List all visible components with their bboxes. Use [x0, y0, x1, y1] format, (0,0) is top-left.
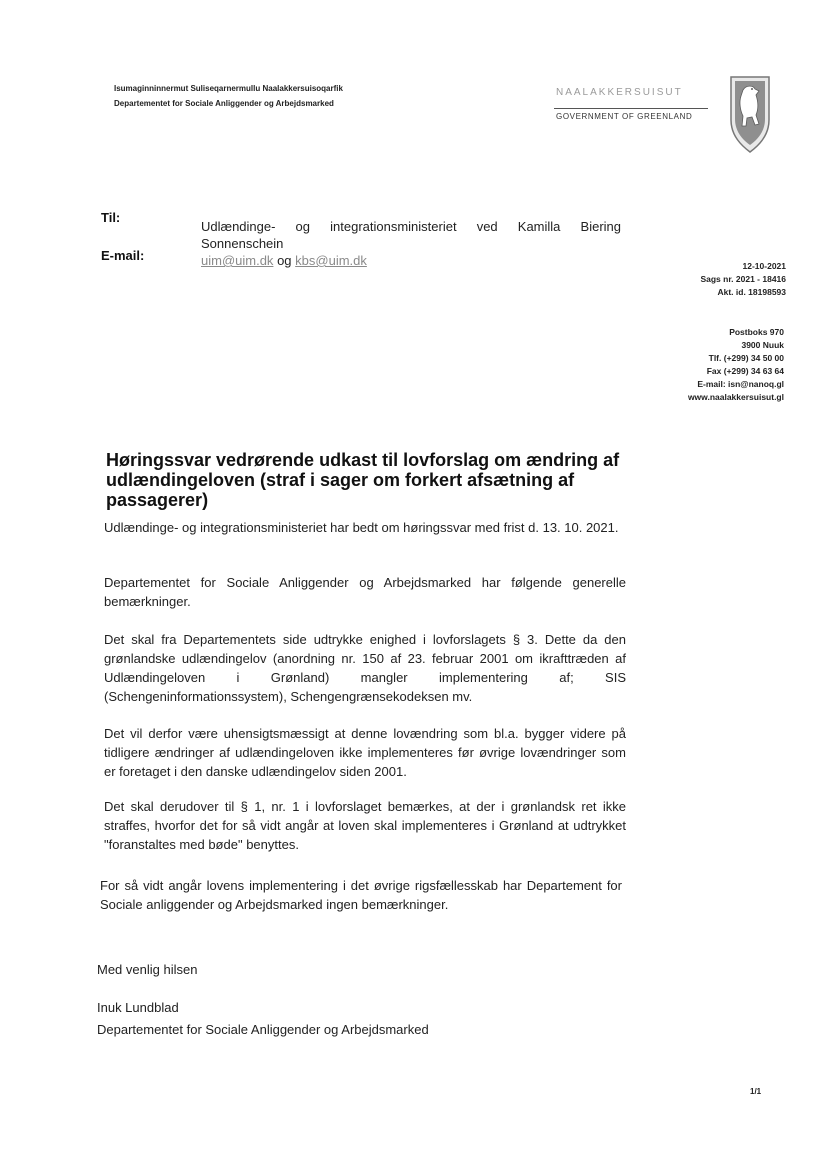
government-name-english: GOVERNMENT OF GREENLAND [556, 112, 693, 121]
letter-title: Høringssvar vedrørende udkast til lovforslag om ændring af udlændingeloven (straf i sager om forkert afsætning af passagerer) [106, 450, 620, 510]
page-number: 1/1 [750, 1087, 762, 1096]
email-link-kbs[interactable]: kbs@uim.dk [295, 253, 367, 268]
polar-bear-coat-of-arms-icon [728, 74, 772, 154]
case-number: Sags nr. 2021 - 18416 [700, 274, 786, 284]
dept-name-greenlandic: Isumaginninnermut Suliseqarnermullu Naalakkersuisoqarfik [114, 84, 343, 93]
email-values [201, 252, 367, 269]
contact-city: 3900 Nuuk [741, 340, 784, 350]
email-label: E-mail: [101, 248, 145, 263]
email-joiner: og [277, 253, 292, 268]
body-paragraph-4: Det vil derfor være uhensigtsmæssigt at denne lovændring som bl.a. bygger videre på tidligere ændringer af udlændingeloven ikke implementeres før øvrige lovændringer som er foretaget i den danske udlændingelov siden 2001. [104, 726, 626, 779]
to-value: Udlændinge- og integrationsministeriet ved Kamilla Biering Sonnenschein [201, 219, 621, 251]
contact-fax: Fax (+299) 34 63 64 [706, 366, 784, 376]
email-link-uim[interactable]: uim@uim.dk [201, 253, 274, 268]
government-name-greenlandic: NAALAKKERSUISUT [556, 87, 683, 98]
government-divider [554, 108, 708, 109]
signatory-department: Departementet for Sociale Anliggender og Arbejdsmarked [97, 1022, 429, 1037]
closing-greeting: Med venlig hilsen [97, 962, 198, 977]
body-paragraph-1: Udlændinge- og integrationsministeriet har bedt om høringssvar med frist d. 13. 10. 2021. [104, 520, 619, 535]
contact-email: E-mail: isn@nanoq.gl [697, 379, 784, 389]
document-id: Akt. id. 18198593 [717, 287, 786, 297]
body-paragraph-2: Departementet for Sociale Anliggender og Arbejdsmarked har følgende generelle bemærkninger. [104, 575, 626, 609]
body-paragraph-5: Det skal derudover til § 1, nr. 1 i lovforslaget bemærkes, at der i grønlandsk ret ikke straffes, hvorfor det for så vidt angår at loven skal implementeres i Grønland at udtrykket "foranstaltes med bøde" benyttes. [104, 799, 626, 852]
contact-details [688, 326, 784, 404]
contact-website[interactable]: www.naalakkersuisut.gl [687, 392, 784, 402]
contact-postbox: Postboks 970 [729, 327, 784, 337]
dept-name-danish: Departementet for Sociale Anliggender og Arbejdsmarked [114, 99, 334, 108]
to-label: Til: [101, 210, 121, 225]
case-metadata [700, 260, 786, 299]
body-paragraph-6: For så vidt angår lovens implementering i det øvrige rigsfællesskab har Departement for Sociale anliggender og Arbejdsmarked ingen bemærkninger. [100, 878, 622, 912]
signatory-name: Inuk Lundblad [97, 1000, 179, 1015]
body-paragraph-3: Det skal fra Departementets side udtrykke enighed i lovforslagets § 3. Dette da den grønlandske udlændingelov (anordning nr. 150 af 23. februar 2001 om ikrafttræden af Udlændingeloven i Grønland) mangler implementering af; SIS (Schengeninformationssystem), Schengengrænsekodeksen mv. [104, 632, 626, 704]
contact-phone: Tlf. (+299) 34 50 00 [708, 353, 784, 363]
letter-date: 12-10-2021 [742, 261, 786, 271]
